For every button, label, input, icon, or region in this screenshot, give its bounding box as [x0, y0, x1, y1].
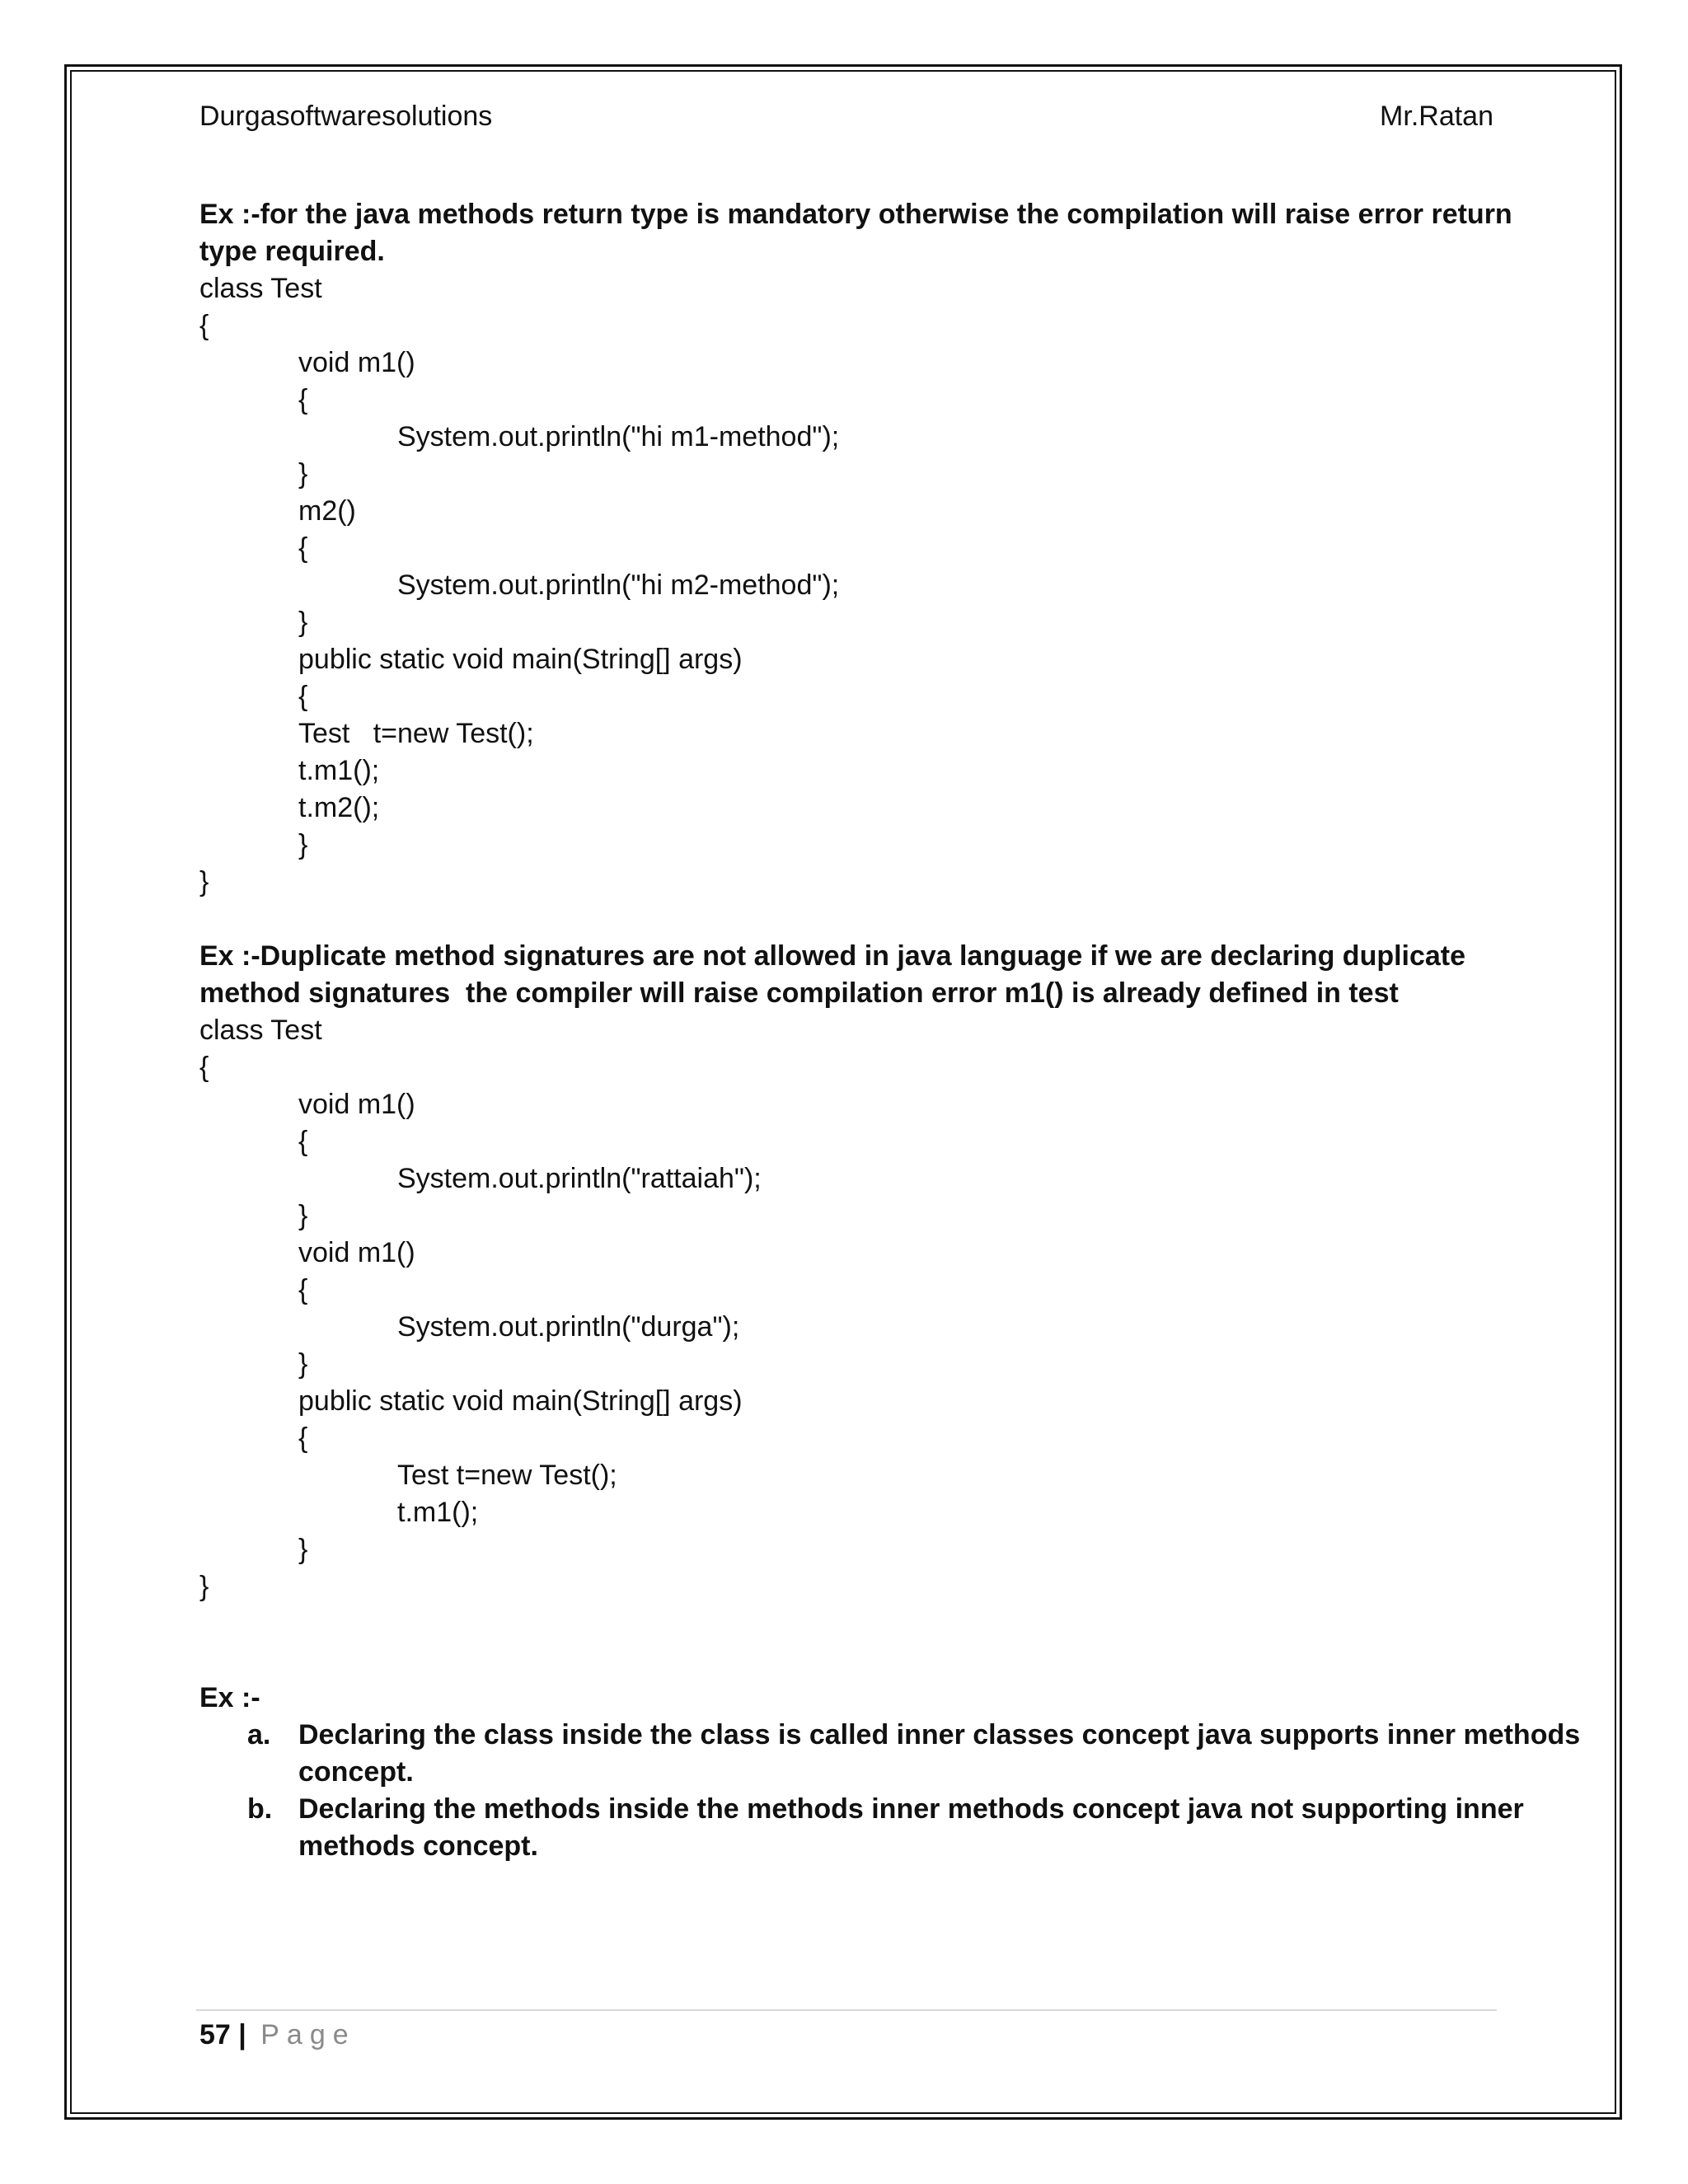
section2-code-line: }: [199, 1571, 209, 1602]
section2-heading-line: Ex :-Duplicate method signatures are not allowed in java language if we are declaring duplicate: [199, 940, 1466, 972]
list-marker: b.: [247, 1793, 273, 1825]
page-number: 57: [199, 2019, 231, 2050]
section2-code-line: }: [298, 1348, 308, 1380]
section2-code-line: t.m1();: [397, 1497, 479, 1528]
header-right-text: Mr.Ratan: [1380, 101, 1493, 132]
section2-code-line: class Test: [199, 1015, 322, 1046]
footer-separator: |: [238, 2019, 246, 2050]
section1-code-line: t.m2();: [298, 792, 380, 823]
section1-code-line: {: [298, 532, 308, 564]
section2-code-line: System.out.println("durga");: [397, 1311, 740, 1343]
section1-code-line: {: [298, 384, 308, 415]
section1-code-line: System.out.println("hi m1-method");: [397, 421, 840, 452]
section3-heading: Ex :-: [199, 1682, 260, 1713]
section2-code-line: void m1(): [298, 1089, 415, 1120]
section1-code-line: }: [298, 607, 308, 638]
section1-code-line: void m1(): [298, 347, 415, 378]
section2-code-line: public static void main(String[] args): [298, 1385, 743, 1417]
list-item-line: Declaring the methods inside the methods inner methods concept java not supporting inner: [298, 1793, 1524, 1825]
section1-code-line: Test t=new Test();: [298, 718, 534, 749]
section2-code-line: {: [199, 1052, 209, 1083]
section1-heading-line: type required.: [199, 236, 385, 267]
section1-code-line: }: [298, 458, 308, 490]
section2: [199, 938, 1502, 1605]
section3-list: [199, 1717, 1581, 1865]
section1-code-line: {: [199, 310, 209, 341]
section3: [199, 1680, 1502, 1717]
section2-code-line: {: [298, 1126, 308, 1157]
section2-code: [199, 1012, 1502, 1605]
section1-heading-line: Ex :-for the java methods return type is mandatory otherwise the compilation will raise error return: [199, 199, 1512, 230]
section2-code-line: {: [298, 1274, 308, 1305]
section1-code-line: public static void main(String[] args): [298, 644, 743, 675]
section1: [199, 196, 1512, 901]
list-item: [199, 1717, 1581, 1791]
section2-code-line: }: [298, 1200, 308, 1231]
section2-code-line: Test t=new Test();: [397, 1460, 617, 1491]
page-footer: [199, 2019, 356, 2051]
section2-code-line: }: [298, 1534, 308, 1565]
section2-heading-line: method signatures the compiler will raise compilation error m1() is already defined in test: [199, 977, 1399, 1009]
list-marker: a.: [247, 1719, 271, 1750]
footer-divider: [196, 2009, 1497, 2011]
section1-code-line: {: [298, 681, 308, 712]
list-item-line: methods concept.: [298, 1830, 538, 1862]
section2-code-line: {: [298, 1422, 308, 1454]
section1-code-line: t.m1();: [298, 755, 380, 786]
list-item-line: concept.: [298, 1756, 414, 1788]
section1-code-line: class Test: [199, 273, 322, 304]
section1-code: [199, 270, 1502, 901]
list-item-line: Declaring the class inside the class is called inner classes concept java supports inner methods: [298, 1719, 1581, 1750]
header-left-text: Durgasoftwaresolutions: [199, 101, 493, 132]
section2-code-line: System.out.println("rattaiah");: [397, 1163, 762, 1194]
section1-code-line: m2(): [298, 495, 356, 527]
section2-code-line: void m1(): [298, 1237, 415, 1268]
list-item: [199, 1791, 1524, 1865]
section1-code-line: }: [298, 829, 308, 860]
section1-code-line: System.out.println("hi m2-method");: [397, 569, 840, 601]
page-word: Page: [260, 2019, 356, 2050]
section1-code-line: }: [199, 866, 209, 898]
